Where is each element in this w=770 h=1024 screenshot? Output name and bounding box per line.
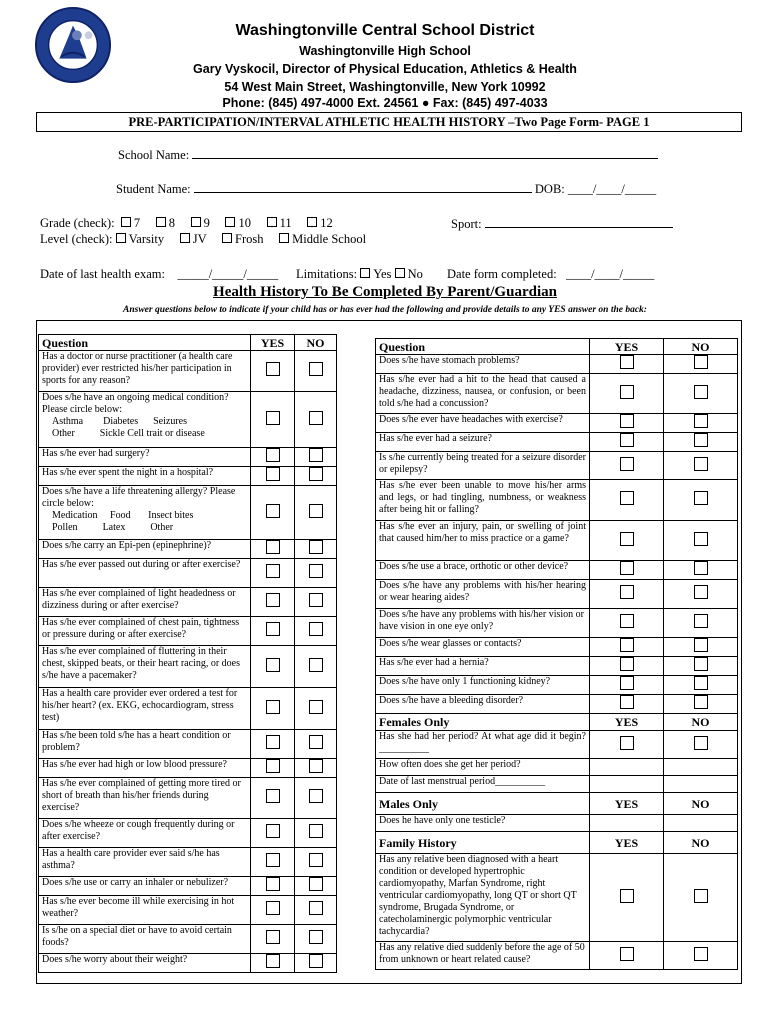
no-checkbox[interactable]	[309, 622, 323, 636]
question-text: Has s/he ever complained of chest pain, tightness or pressure during or after exercise?	[39, 617, 251, 646]
question-text: Does s/he use or carry an inhaler or nebulizer?	[39, 877, 251, 896]
middle-school-checkbox[interactable]	[279, 233, 289, 243]
question-text: Has s/he ever had a hernia?	[376, 657, 590, 676]
exam-row	[40, 267, 278, 282]
yes-checkbox[interactable]	[620, 433, 634, 447]
yes-checkbox[interactable]	[266, 362, 280, 376]
sport-field[interactable]	[485, 216, 673, 228]
females-no-header: NO	[664, 714, 738, 731]
question-text: Has any relative died suddenly before the age of 50 from unknown or heart related cause?	[376, 942, 590, 970]
yes-checkbox[interactable]	[620, 736, 634, 750]
question-text: Does s/he have any problems with his/her vision or have vision in one eye only?	[376, 609, 590, 638]
grade-11-checkbox[interactable]	[267, 217, 277, 227]
limitations-yes-label: Yes	[373, 267, 392, 281]
question-text: Does s/he have a bleeding disorder?	[376, 695, 590, 714]
no-checkbox[interactable]	[309, 954, 323, 968]
instructions: Answer questions below to indicate if your child has or has ever had the following and provide details to any YES answer on the back:	[123, 305, 647, 315]
question-text: Has s/he ever spent the night in a hospital?	[39, 467, 251, 486]
question-text: Does s/he have stomach problems?	[376, 355, 590, 374]
males-header: Males Only	[376, 793, 590, 815]
varsity-checkbox[interactable]	[116, 233, 126, 243]
no-checkbox[interactable]	[309, 824, 323, 838]
exam-label: Date of last health exam:	[40, 267, 165, 281]
no-checkbox[interactable]	[309, 877, 323, 891]
question-header: Question	[39, 335, 251, 351]
yes-checkbox[interactable]	[266, 901, 280, 915]
no-checkbox[interactable]	[309, 901, 323, 915]
grade-10-label: 10	[238, 216, 251, 230]
no-checkbox[interactable]	[694, 433, 708, 447]
yes-checkbox[interactable]	[266, 593, 280, 607]
school-name-field[interactable]	[192, 147, 658, 159]
yes-checkbox[interactable]	[620, 889, 634, 903]
males-no-header: NO	[664, 793, 738, 815]
yes-checkbox[interactable]	[266, 448, 280, 462]
question-text: Does s/he have any problems with his/her hearing or wear hearing aides?	[376, 580, 590, 609]
question-text: Has she had her period? At what age did it begin? __________	[376, 731, 590, 759]
no-checkbox[interactable]	[309, 735, 323, 749]
question-text: Has a health care provider ever said s/he has asthma?	[39, 848, 251, 877]
limitations-no-checkbox[interactable]	[395, 268, 405, 278]
grade-7-checkbox[interactable]	[121, 217, 131, 227]
question-text: Has s/he ever passed out during or after exercise?	[39, 559, 251, 588]
question-text: Does s/he use a brace, orthotic or other device?	[376, 561, 590, 580]
grade-11-label: 11	[279, 216, 292, 230]
no-checkbox[interactable]	[694, 676, 708, 690]
question-text: Has s/he ever become ill while exercising in hot weather?	[39, 896, 251, 925]
limitations-row	[296, 267, 423, 282]
question-text: Does s/he wheeze or cough frequently during or after exercise?	[39, 819, 251, 848]
yes-checkbox[interactable]	[620, 561, 634, 575]
yes-checkbox[interactable]	[620, 355, 634, 369]
yes-checkbox[interactable]	[620, 491, 634, 505]
question-text: Date of last menstrual period__________	[376, 776, 590, 793]
yes-header: YES	[251, 335, 295, 351]
females-header: Females Only	[376, 714, 590, 731]
no-header: NO	[664, 339, 738, 355]
student-name-label: Student Name:	[116, 182, 191, 196]
yes-checkbox[interactable]	[266, 700, 280, 714]
jv-label: JV	[192, 232, 207, 246]
school-name-label: School Name:	[118, 148, 190, 162]
no-checkbox[interactable]	[309, 564, 323, 578]
left-question-table	[38, 334, 337, 973]
school-name-heading: Washingtonville High School	[299, 44, 471, 58]
yes-checkbox[interactable]	[266, 467, 280, 481]
grade-8-checkbox[interactable]	[156, 217, 166, 227]
no-checkbox[interactable]	[694, 561, 708, 575]
no-checkbox[interactable]	[309, 853, 323, 867]
question-text: Does s/he worry about their weight?	[39, 954, 251, 973]
question-text: Has s/he been told s/he has a heart condition or problem?	[39, 730, 251, 759]
no-header: NO	[295, 335, 337, 351]
question-text: Has s/he ever complained of light headedness or dizziness during or after exercise?	[39, 588, 251, 617]
no-checkbox[interactable]	[309, 448, 323, 462]
question-header: Question	[376, 339, 590, 355]
question-text: Does s/he have only 1 functioning kidney?	[376, 676, 590, 695]
frosh-label: Frosh	[235, 232, 264, 246]
question-text: Does s/he carry an Epi-pen (epinephrine)?	[39, 540, 251, 559]
question-text: Has any relative been diagnosed with a heart condition or developed hypertrophic cardiomyopathy, Marfan Syndrome, right ventricular cardiomyopathy, long QT or short QT syndrome, Brugada Syndrome, or catecholaminergic polymorphic ventricular tachycardia?	[376, 854, 590, 942]
yes-checkbox[interactable]	[266, 411, 280, 425]
middle-school-label: Middle School	[292, 232, 367, 246]
no-checkbox[interactable]	[694, 585, 708, 599]
right-question-table	[375, 338, 738, 970]
yes-checkbox[interactable]	[620, 385, 634, 399]
question-text: Does s/he have an ongoing medical condition? Please circle below: Asthma Diabetes Seizures Other Sickle Cell trait or disease	[39, 392, 251, 448]
no-checkbox[interactable]	[694, 736, 708, 750]
no-checkbox[interactable]	[309, 540, 323, 554]
section-title: Health History To Be Completed By Parent/Guardian	[213, 284, 557, 300]
grade-row	[40, 216, 333, 231]
grade-8-label: 8	[168, 216, 175, 230]
yes-checkbox[interactable]	[266, 759, 280, 773]
question-text: Does s/he have a life threatening allergy? Please circle below: Medication Food Insect bites Pollen Latex Other	[39, 486, 251, 540]
yes-checkbox[interactable]	[620, 614, 634, 628]
yes-checkbox[interactable]	[620, 585, 634, 599]
no-checkbox[interactable]	[309, 700, 323, 714]
family-history-header: Family History	[376, 832, 590, 854]
grade-9-label: 9	[203, 216, 210, 230]
address-line: 54 West Main Street, Washingtonville, New York 10992	[224, 80, 546, 94]
level-label: Level (check):	[40, 232, 113, 246]
question-text: Has s/he ever an injury, pain, or swelling of joint that caused him/her to miss practice or a game?	[376, 521, 590, 561]
no-checkbox[interactable]	[694, 355, 708, 369]
form-title: PRE-PARTICIPATION/INTERVAL ATHLETIC HEALTH HISTORY –Two Page Form- PAGE 1	[36, 112, 742, 132]
question-text: Does s/he wear glasses or contacts?	[376, 638, 590, 657]
grade-9-checkbox[interactable]	[191, 217, 201, 227]
fax: Fax: (845) 497-4033	[432, 96, 548, 110]
no-checkbox[interactable]	[694, 532, 708, 546]
males-yes-header: YES	[590, 793, 664, 815]
exam-field[interactable]: _____/_____/_____	[177, 267, 279, 281]
yes-checkbox[interactable]	[620, 638, 634, 652]
yes-checkbox[interactable]	[266, 504, 280, 518]
yes-header: YES	[590, 339, 664, 355]
grade-10-checkbox[interactable]	[225, 217, 235, 227]
no-checkbox[interactable]	[309, 362, 323, 376]
student-name-row	[116, 181, 656, 197]
limitations-label: Limitations:	[296, 267, 358, 281]
question-text: Has s/he ever had a seizure?	[376, 433, 590, 452]
yes-checkbox[interactable]	[266, 853, 280, 867]
yes-checkbox[interactable]	[266, 658, 280, 672]
question-text: Is s/he currently being treated for a seizure disorder or epilepsy?	[376, 452, 590, 480]
yes-checkbox[interactable]	[620, 657, 634, 671]
limitations-yes-checkbox[interactable]	[360, 268, 370, 278]
question-text: Has s/he ever complained of getting more tired or short of breath than his/her friends during exercise?	[39, 778, 251, 819]
no-checkbox[interactable]	[309, 759, 323, 773]
sport-label: Sport:	[451, 217, 482, 231]
question-text: Has a doctor or nurse practitioner (a health care provider) ever restricted his/her participation in sports for any reason?	[39, 351, 251, 392]
completed-field[interactable]: ____/____/_____	[566, 267, 655, 281]
yes-checkbox[interactable]	[266, 877, 280, 891]
level-row	[40, 232, 366, 247]
yes-checkbox[interactable]	[266, 735, 280, 749]
grade-7-label: 7	[133, 216, 141, 230]
question-text: Has s/he ever had a hit to the head that caused a headache, dizziness, nausea, or confusion, or been told s/he had a concussion?	[376, 374, 590, 414]
question-text: Has a health care provider ever ordered a test for his/her heart? (ex. EKG, echocardiogram, stress test)	[39, 688, 251, 730]
question-text: Is s/he on a special diet or have to avoid certain foods?	[39, 925, 251, 954]
yes-checkbox[interactable]	[620, 676, 634, 690]
question-text: Has s/he ever been unable to move his/her arms and legs, or had tingling, numbness, or weakness after being hit or falling?	[376, 480, 590, 521]
no-checkbox[interactable]	[309, 658, 323, 672]
question-text: How often does she get her period?	[376, 759, 590, 776]
no-checkbox[interactable]	[694, 491, 708, 505]
no-checkbox[interactable]	[309, 593, 323, 607]
no-checkbox[interactable]	[694, 695, 708, 709]
varsity-label: Varsity	[128, 232, 165, 246]
no-checkbox[interactable]	[309, 789, 323, 803]
yes-checkbox[interactable]	[266, 540, 280, 554]
frosh-checkbox[interactable]	[222, 233, 232, 243]
question-text: Has s/he ever had surgery?	[39, 448, 251, 467]
no-checkbox[interactable]	[694, 947, 708, 961]
student-name-field[interactable]	[194, 181, 532, 193]
no-checkbox[interactable]	[309, 504, 323, 518]
no-checkbox[interactable]	[694, 614, 708, 628]
yes-checkbox[interactable]	[266, 564, 280, 578]
yes-checkbox[interactable]	[620, 532, 634, 546]
jv-checkbox[interactable]	[180, 233, 190, 243]
director-line: Gary Vyskocil, Director of Physical Education, Athletics & Health	[193, 62, 577, 76]
condition-options: Asthma Diabetes Seizures Other Sickle Cell trait or disease	[52, 416, 205, 439]
yes-checkbox[interactable]	[620, 947, 634, 961]
yes-checkbox[interactable]	[266, 789, 280, 803]
allergy-options: Medication Food Insect bites Pollen Latex Other	[52, 510, 194, 533]
no-checkbox[interactable]	[694, 657, 708, 671]
no-checkbox[interactable]	[694, 889, 708, 903]
no-checkbox[interactable]	[694, 457, 708, 471]
no-checkbox[interactable]	[694, 414, 708, 428]
district-name: Washingtonville Central School District	[235, 22, 535, 39]
grade-12-checkbox[interactable]	[307, 217, 317, 227]
sport-row	[451, 216, 673, 232]
no-checkbox[interactable]	[309, 467, 323, 481]
question-text: Has s/he ever complained of fluttering in their chest, skipped beats, or their heart racing, or does s/he have a pacemaker?	[39, 646, 251, 688]
no-checkbox[interactable]	[309, 411, 323, 425]
completed-row	[447, 267, 654, 282]
yes-checkbox[interactable]	[266, 824, 280, 838]
dob-label: DOB:	[534, 182, 565, 196]
no-checkbox[interactable]	[694, 385, 708, 399]
question-text: Has s/he ever had high or low blood pressure?	[39, 759, 251, 778]
phone-fax-line	[0, 96, 770, 110]
yes-checkbox[interactable]	[620, 695, 634, 709]
no-checkbox[interactable]	[309, 930, 323, 944]
completed-label: Date form completed:	[447, 267, 557, 281]
no-checkbox[interactable]	[694, 638, 708, 652]
question-text: Does he have only one testicle?	[376, 815, 590, 832]
school-name-row	[118, 147, 658, 163]
yes-checkbox[interactable]	[266, 930, 280, 944]
family-yes-header: YES	[590, 832, 664, 854]
females-yes-header: YES	[590, 714, 664, 731]
phone: Phone: (845) 497-4000 Ext. 24561	[222, 96, 419, 110]
yes-checkbox[interactable]	[620, 414, 634, 428]
yes-checkbox[interactable]	[266, 622, 280, 636]
family-no-header: NO	[664, 832, 738, 854]
bullet-icon: ●	[421, 96, 430, 110]
limitations-no-label: No	[407, 267, 423, 281]
dob-field[interactable]: ____/____/_____	[567, 182, 657, 196]
yes-checkbox[interactable]	[620, 457, 634, 471]
question-text: Does s/he ever have headaches with exercise?	[376, 414, 590, 433]
grade-label: Grade (check):	[40, 216, 115, 230]
grade-12-label: 12	[320, 216, 333, 230]
yes-checkbox[interactable]	[266, 954, 280, 968]
